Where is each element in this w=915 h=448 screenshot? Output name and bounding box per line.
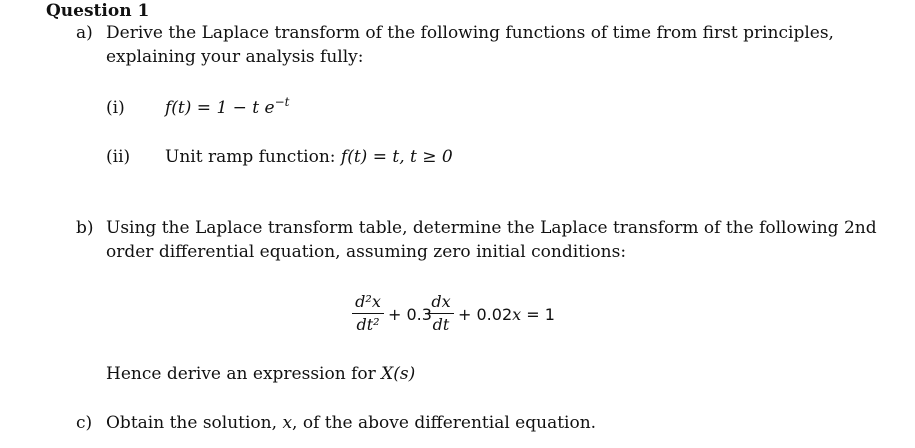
equation-coefficient: + 0.02 [458,305,513,324]
part-b-label: b) [76,218,94,238]
item-ii-label: (ii) [106,147,131,167]
fraction-2-bar [428,313,454,314]
fraction-d2x-dt2 [352,292,384,335]
part-a-text-line2: explaining your analysis fully: [106,47,364,67]
equation-term-2 [458,305,555,324]
fraction-1-denominator: dt² [356,315,380,334]
part-c-text-after: , of the above differential equation. [292,413,597,433]
hence-text: Hence derive an expression for [106,364,382,384]
equation-term-1: + 0.3 [388,305,432,324]
part-a-label: a) [76,23,93,43]
part-c-var: x [282,413,293,433]
part-c-label: c) [76,413,93,433]
part-c-text [106,411,596,435]
hence-line [106,362,415,386]
part-b-text-line2: order differential equation, assuming zero initial conditions: [106,242,627,262]
fraction-1-bar [352,313,384,314]
item-i-math-sup: −t [274,95,290,109]
fraction-2-denominator: dt [432,315,450,334]
item-i-math [165,96,290,120]
hence-math: X(s) [381,364,416,384]
part-b-text-line1: Using the Laplace transform table, determine the Laplace transform of the following 2nd [106,218,877,238]
fraction-2-numerator: dx [431,292,451,311]
item-ii-content [165,145,453,169]
fraction-1-numerator: d²x [355,292,381,311]
item-ii-text: Unit ramp function: [165,147,341,167]
item-ii-math: f(t) = t, t ≥ 0 [340,147,453,167]
part-c-text-before: Obtain the solution, [106,413,283,433]
equation-variable: x [512,305,522,324]
item-i-label: (i) [106,98,125,118]
part-a-text-line1: Derive the Laplace transform of the following functions of time from first principles, [106,23,834,43]
fraction-dx-dt [428,292,454,335]
equation-rhs: = 1 [521,305,555,324]
item-i-math-lhs: f(t) = 1 − t e [165,98,275,118]
question-heading: Question 1 [46,1,150,21]
